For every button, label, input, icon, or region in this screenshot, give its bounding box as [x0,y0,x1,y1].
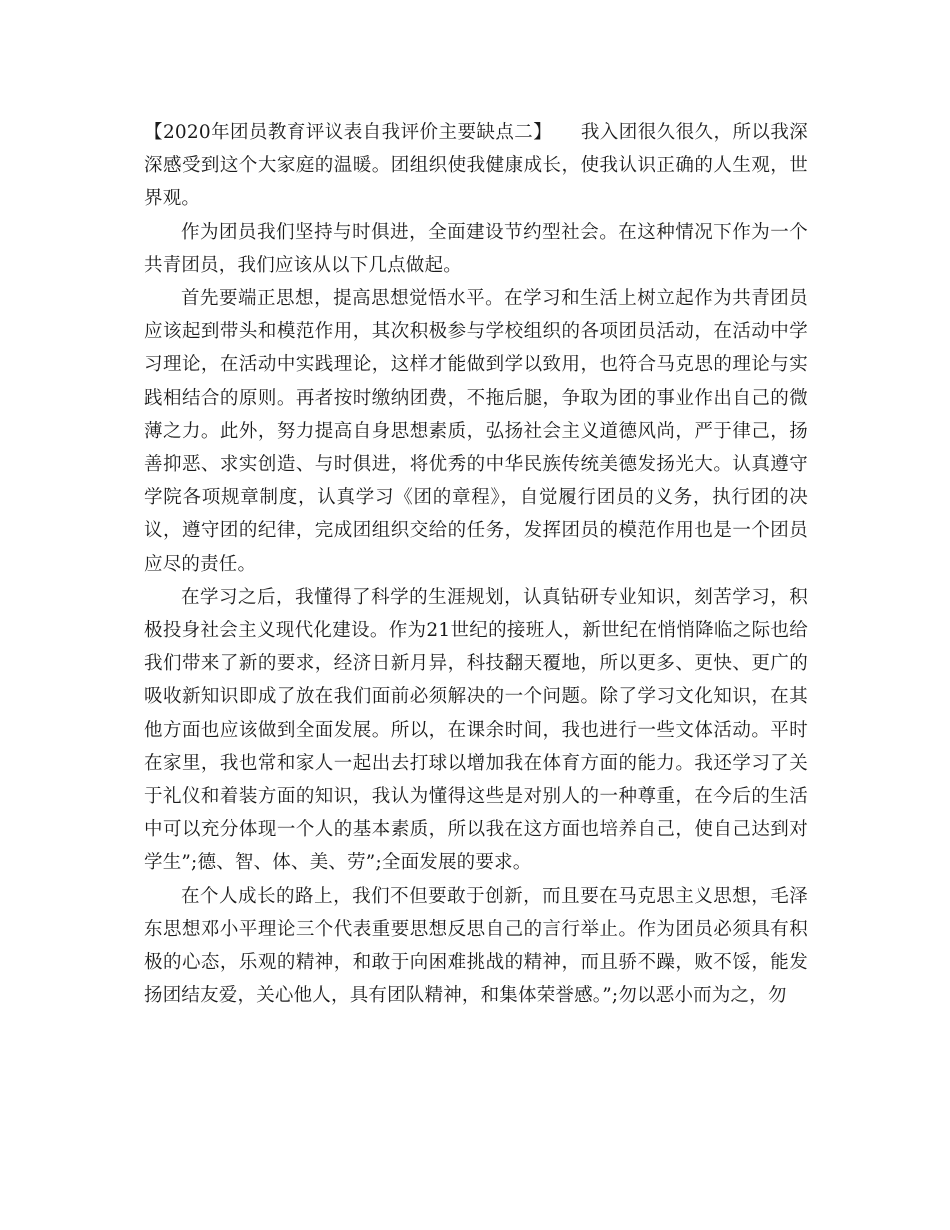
paragraph-2: 作为团员我们坚持与时俱进，全面建设节约型社会。在这种情况下作为一个共青团员，我们应该从以下几点做起。 [144,221,808,276]
paragraph-3: 首先要端正思想，提高思想觉悟水平。在学习和生活上树立起作为共青团员应该起到带头和模范作用，其次积极参与学校组织的各项团员活动，在活动中学习理论，在活动中实践理论，这样才能做到学以致用，也符合马克思的理论与实践相结合的原则。再者按时缴纳团费，不拖后腿，争取为团的事业作出自己的微薄之力。此外，努力提高自身思想素质，弘扬社会主义道德风尚，严于律己，扬善抑恶、求实创造、与时俱进，将优秀的中华民族传统美德发扬光大。认真遵守学院各项规章制度，认真学习《团的章程》，自觉履行团员的义务，执行团的决议，遵守团的纪律，完成团组织交给的任务，发挥团员的模范作用也是一个团员应尽的责任。 [144,288,808,575]
paragraph-intro: 【2020年团员教育评议表自我评价主要缺点二】 我入团很久很久，所以我深深感受到这个大家庭的温暖。团组织使我健康成长，使我认识正确的人生观，世界观。 [144,122,808,210]
document-body [144,116,808,1012]
paragraph-4: 在学习之后，我懂得了科学的生涯规划，认真钻研专业知识，刻苦学习，积极投身社会主义现代化建设。作为21世纪的接班人，新世纪在悄悄降临之际也给我们带来了新的要求，经济日新月异，科技翻天覆地，所以更多、更快、更广的吸收新知识即成了放在我们面前必须解决的一个问题。除了学习文化知识，在其他方面也应该做到全面发展。所以，在课余时间，我也进行一些文体活动。平时在家里，我也常和家人一起出去打球以增加我在体育方面的能力。我还学习了关于礼仪和着装方面的知识，我认为懂得这些是对别人的一种尊重，在今后的生活中可以充分体现一个人的基本素质，所以我在这方面也培养自己，使自己达到对学生”;德、智、体、美、劳”;全面发展的要求。 [144,586,808,874]
paragraph-5: 在个人成长的路上，我们不但要敢于创新，而且要在马克思主义思想，毛泽东思想邓小平理论三个代表重要思想反思自己的言行举止。作为团员必须具有积极的心态，乐观的精神，和敢于向困难挑战的精神，而且骄不躁，败不馁，能发扬团结友爱，关心他人，具有团队精神，和集体荣誉感。”;勿以恶小而为之，勿 [144,885,808,1007]
